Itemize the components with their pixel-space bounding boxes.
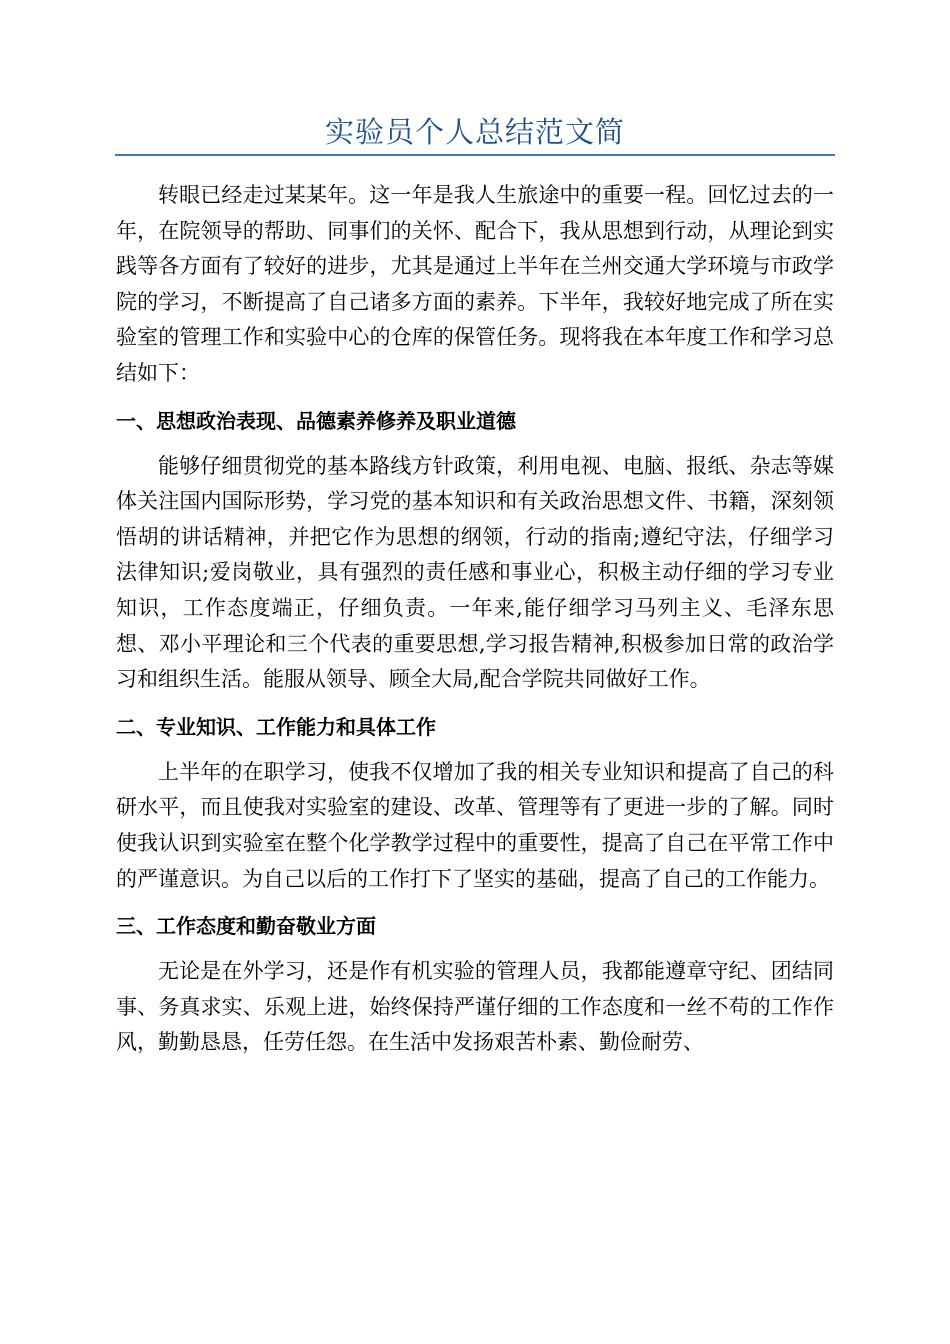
section-paragraph-1: 能够仔细贯彻党的基本路线方针政策，利用电视、电脑、报纸、杂志等媒体关注国内国际形势，学习党的基本知识和有关政治思想文件、书籍，深刻领悟胡的讲话精神，并把它作为思想的纲领，行动的指南;遵纪守法，仔细学习法律知识;爱岗敬业，具有强烈的责任感和事业心，积极主动仔细的学习专业知识，工作态度端正，仔细负责。一年来,能仔细学习马列主义、毛泽东思想、邓小平理论和三个代表的重要思想,学习报告精神,积极参加日常的政治学习和组织生活。能服从领导、顾全大局,配合学院共同做好工作。 — [116, 453, 834, 692]
section-heading-2: 二、专业知识、工作能力和具体工作 — [116, 714, 436, 739]
section-heading-3: 三、工作态度和勤奋敬业方面 — [116, 914, 376, 939]
intro-paragraph: 转眼已经走过某某年。这一年是我人生旅途中的重要一程。回忆过去的一年，在院领导的帮助、同事们的关怀、配合下，我从思想到行动，从理论到实践等各方面有了较好的进步，尤其是通过上半年在兰州交通大学环境与市政学院的学习，不断提高了自己诸多方面的素养。下半年，我较好地完成了所在实验室的管理工作和实验中心的仓库的保管任务。现将我在本年度工作和学习总结如下： — [116, 183, 834, 385]
section-paragraph-2: 上半年的在职学习，使我不仅增加了我的相关专业知识和提高了自己的科研水平，而且使我对实验室的建设、改革、管理等有了更进一步的了解。同时使我认识到实验室在整个化学教学过程中的重要性，提高了自己在平常工作中的严谨意识。为自己以后的工作打下了坚实的基础，提高了自己的工作能力。 — [116, 759, 834, 891]
document-title: 实验员个人总结范文简 — [324, 115, 625, 149]
section-heading-1: 一、思想政治表现、品德素养修养及职业道德 — [116, 408, 516, 433]
title-underline — [115, 154, 835, 156]
section-paragraph-3: 无论是在外学习，还是作有机实验的管理人员，我都能遵章守纪、团结同事、务真求实、乐观上进，始终保持严谨仔细的工作态度和一丝不苟的工作作风，勤勤恳恳，任劳任怨。在生活中发扬艰苦朴素、勤俭耐劳、 — [116, 959, 834, 1055]
document-body — [116, 178, 834, 1061]
